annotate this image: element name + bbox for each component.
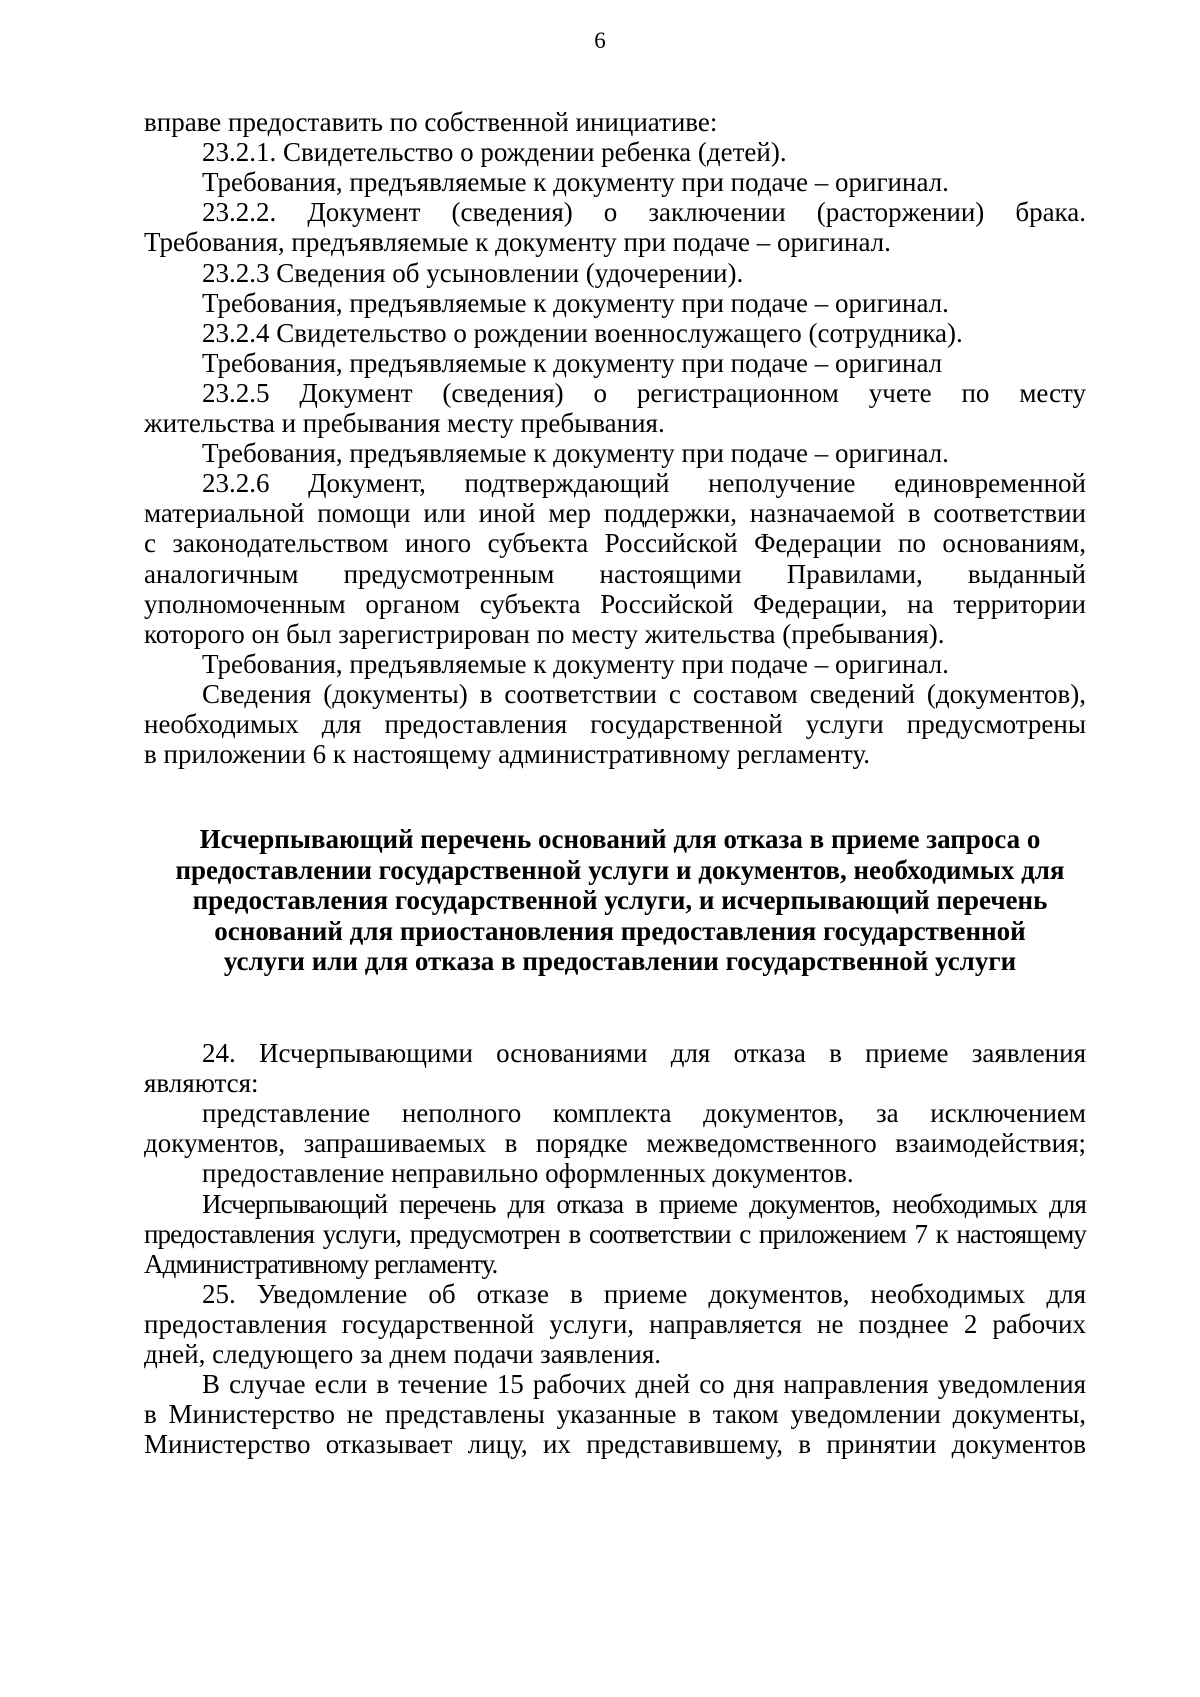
text-line: Требования, предъявляемые к документу при подаче – оригинал. [202,167,949,198]
text-line: которого он был зарегистрирован по месту жительства (пребывания). [144,618,945,649]
text-line: 23.2.1. Свидетельство о рождении ребенка (детей). [202,137,787,168]
text-line: материальной помощи или иной мер поддержки, назначаемой в соответствии [144,498,1086,529]
text-line: Административному регламенту. [144,1248,498,1279]
text-line: дней, следующего за днем подачи заявления. [144,1339,662,1369]
text-line: 23.2.5 Документ (сведения) о регистрационном учете по месту [202,377,1086,408]
text-line: с законодательством иного субъекта Российской Федерации по основаниям, [144,528,1086,559]
heading-line: предоставлении государственной услуги и документов, необходимых для [175,854,1065,885]
page-number: 6 [594,28,606,53]
text-line: 24. Исчерпывающими основаниями для отказа в приеме заявления [202,1038,1086,1068]
text-line: Требования, предъявляемые к документу при подаче – оригинал. [202,648,949,679]
text-line: уполномоченным органом субъекта Российской Федерации, на территории [144,588,1086,619]
text-line: Министерство отказывает лицу, их представившему, в принятии документов [144,1429,1086,1460]
text-line: в приложении 6 к настоящему административному регламенту. [144,739,871,770]
text-line: документов, запрашиваемых в порядке межведомственного взаимодействия; [144,1128,1086,1159]
text-line: 23.2.4 Свидетельство о рождении военнослужащего (сотрудника). [202,317,963,348]
text-line: Требования, предъявляемые к документу при подаче – оригинал. [144,227,891,258]
text-line: Исчерпывающий перечень для отказа в приеме документов, необходимых для [202,1188,1086,1219]
heading-line: услуги или для отказа в предоставлении государственной услуги [223,946,1017,976]
text-line: Требования, предъявляемые к документу при подаче – оригинал. [202,438,949,469]
text-line: 23.2.6 Документ, подтверждающий неполучение единовременной [202,468,1086,499]
text-line: Сведения (документы) в соответствии с составом сведений (документов), [202,678,1086,709]
text-line: жительства и пребывания месту пребывания. [144,408,665,438]
text-line: Требования, предъявляемые к документу при подаче – оригинал. [202,287,949,318]
text-line: 23.2.2. Документ (сведения) о заключении (расторжении) брака. [202,197,1086,228]
text-line: предоставления услуги, предусмотрен в соответствии с приложением 7 к настоящему [144,1218,1086,1249]
text-line: предоставление неправильно оформленных документов. [202,1158,854,1189]
text-line: необходимых для предоставления государственной услуги предусмотрены [144,709,1086,739]
text-line: представление неполного комплекта документов, за исключением [202,1098,1086,1129]
heading-line: оснований для приостановления предоставления государственной [214,915,1026,946]
heading-line: Исчерпывающий перечень оснований для отказа в приеме запроса о [199,824,1041,854]
text-line: предоставления государственной услуги, направляется не позднее 2 рабочих [144,1308,1086,1339]
text-line: в Министерство не представлены указанные в таком уведомлении документы, [144,1399,1086,1430]
text-line: 23.2.3 Сведения об усыновлении (удочерении). [202,257,744,288]
text-line: аналогичным предусмотренным настоящими Правилами, выданный [144,558,1086,589]
heading-line: предоставления государственной услуги, и исчерпывающий перечень [192,885,1048,915]
text-line: вправе предоставить по собственной инициативе: [144,107,718,137]
text-line: Требования, предъявляемые к документу при подаче – оригинал [202,347,943,378]
text-line: В случае если в течение 15 рабочих дней со дня направления уведомления [202,1369,1086,1400]
text-line: 25. Уведомление об отказе в приеме документов, необходимых для [202,1278,1086,1309]
text-line: являются: [144,1068,259,1099]
